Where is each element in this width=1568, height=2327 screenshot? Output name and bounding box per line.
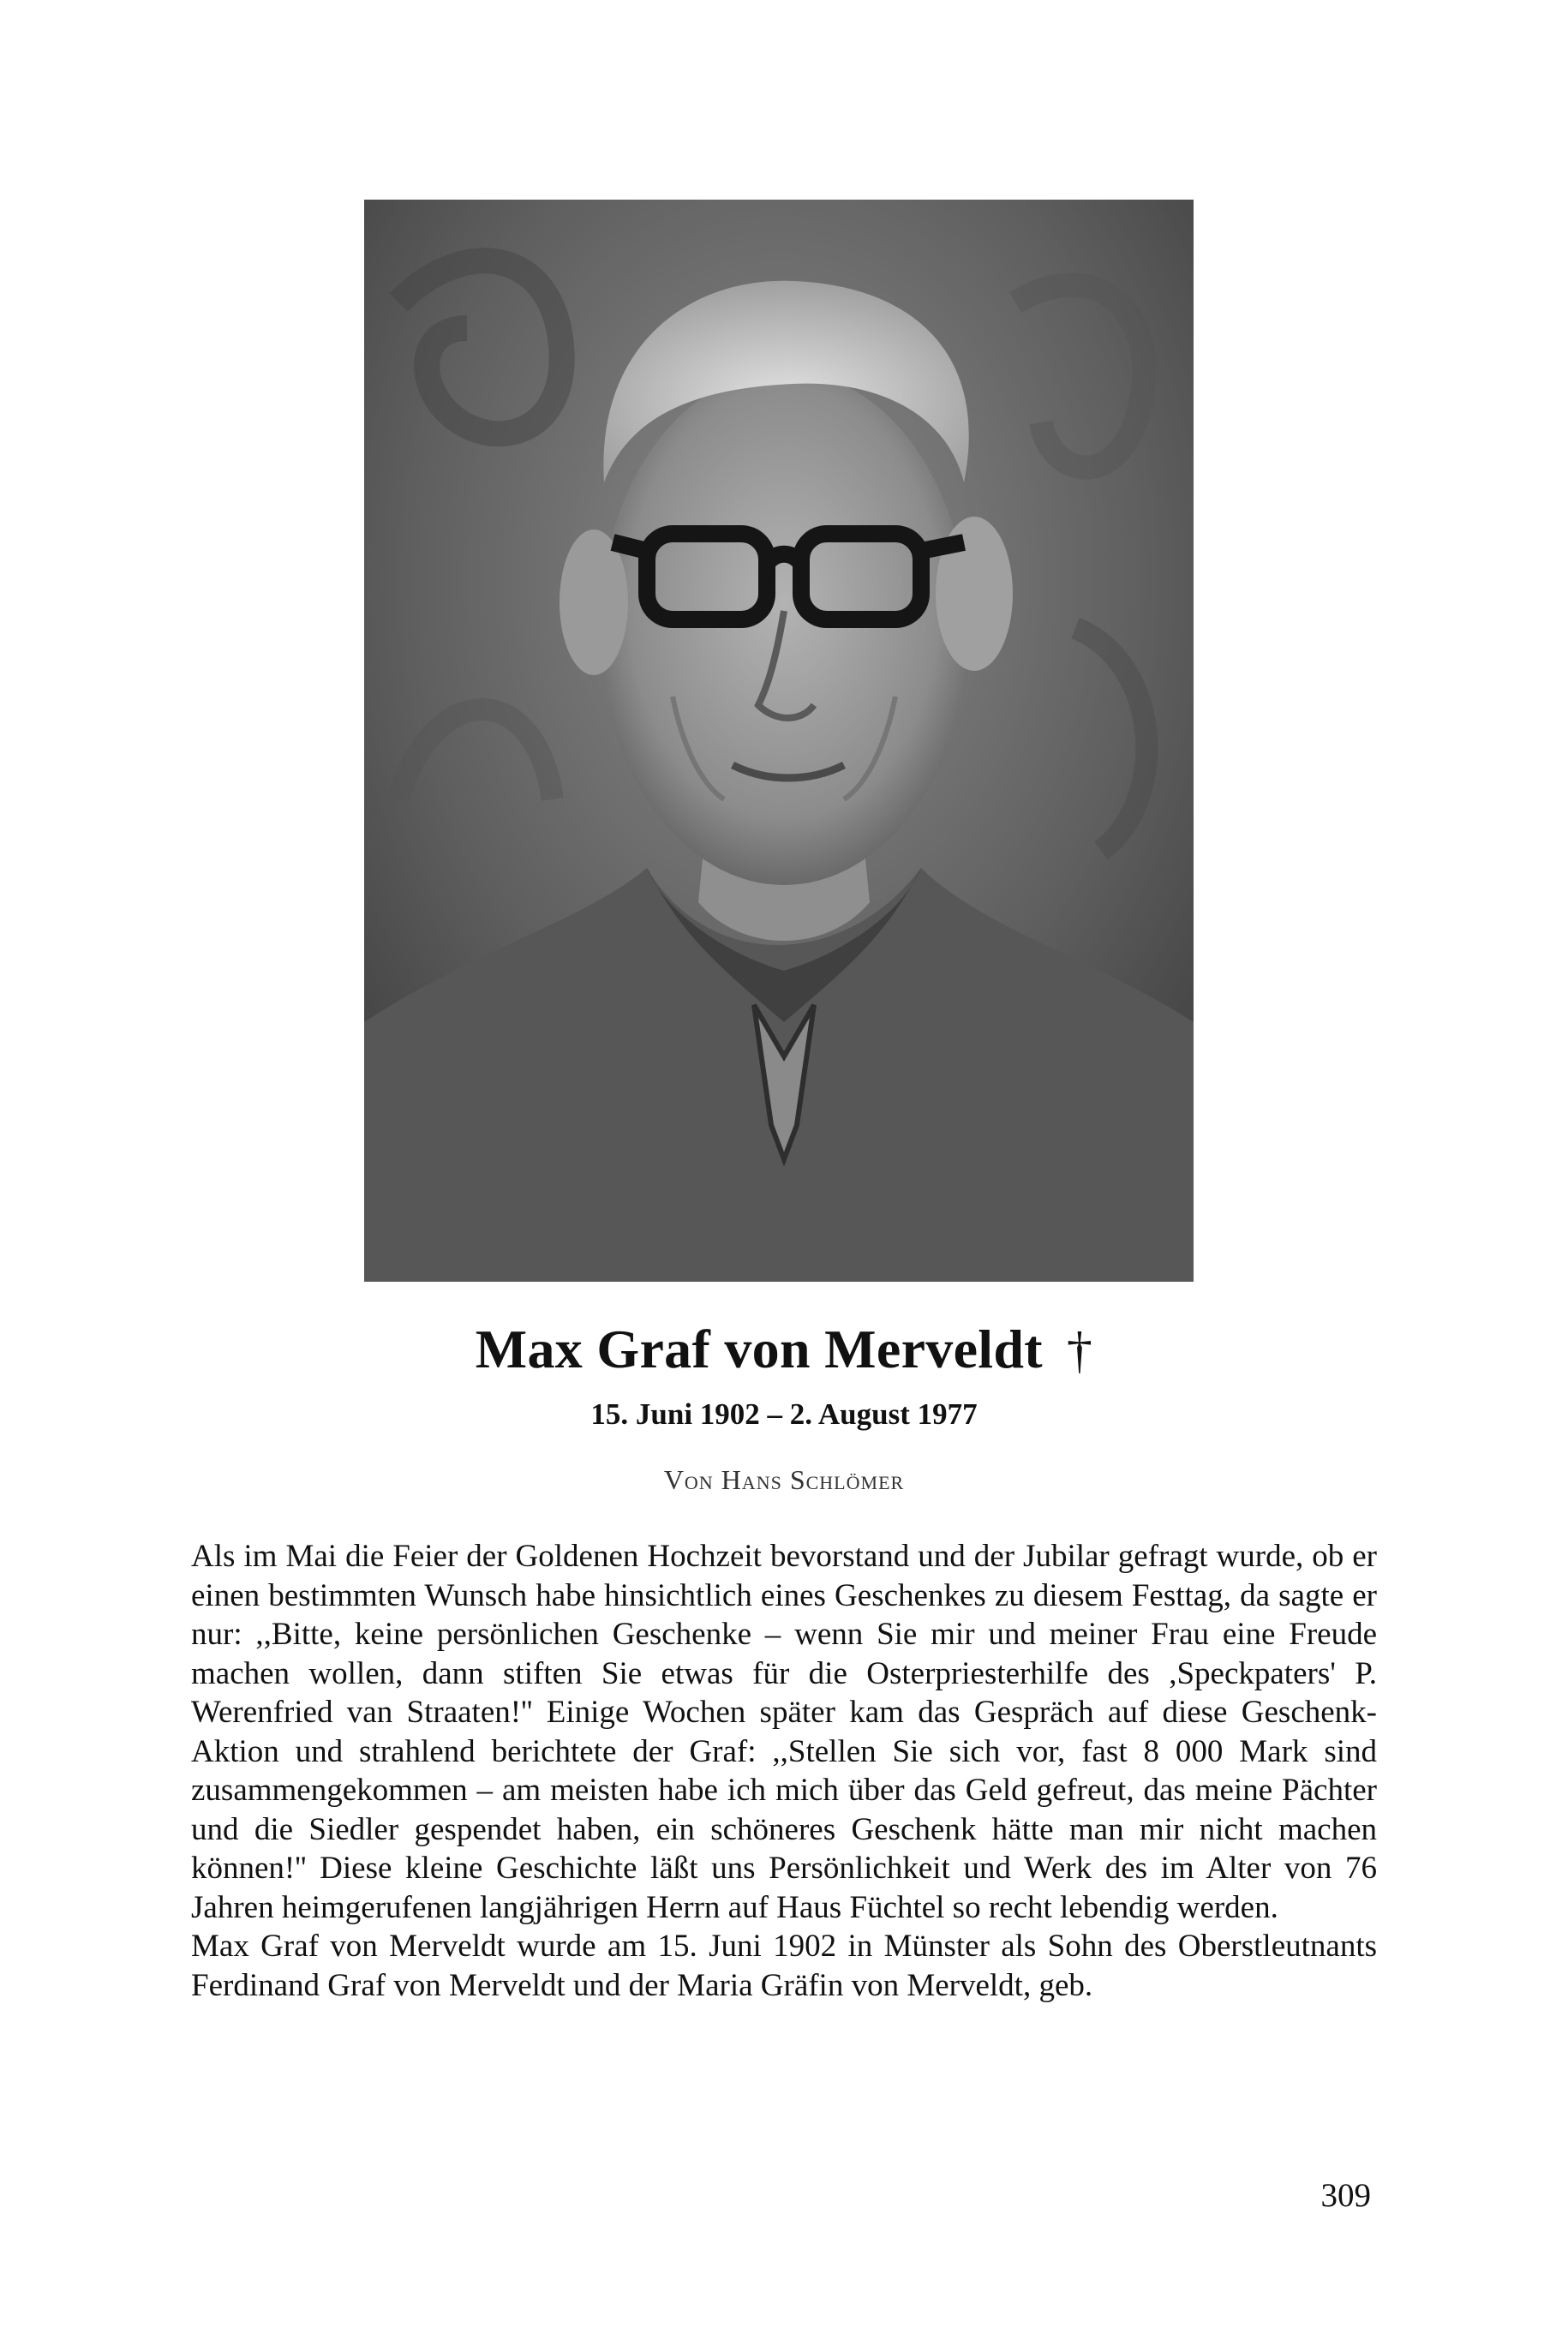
article-body — [191, 1537, 1377, 2005]
paragraph: Max Graf von Merveldt wurde am 15. Juni 1902 in Münster als Sohn des Oberstleutnants Ferdinand Graf von Merveldt und der Maria Gräfin von Merveldt, geb. — [191, 1929, 1377, 2003]
title-text: Max Graf von Merveldt — [475, 1319, 1043, 1379]
portrait-photo-icon — [364, 200, 1194, 1282]
article-title — [343, 1315, 1225, 1385]
author-byline: Von Hans Schlömer — [663, 1464, 905, 1495]
portrait-photo — [364, 200, 1194, 1282]
dagger-icon: † — [1066, 1322, 1093, 1379]
life-dates: 15. Juni 1902 – 2. August 1977 — [590, 1397, 978, 1431]
paragraph: Als im Mai die Feier der Goldenen Hochzeit bevorstand und der Jubilar gefragt wurde, ob er einen bestimmten Wunsch habe hinsichtlich eines Geschenkes zu diesem Festtag, da sagte er nur: ,,Bitte, keine persönlichen Geschenke – wenn Sie mir und meiner Frau eine Freude machen wollen, dann stiften Sie etwas für die Osterpriesterhilfe des ,Speckpaters' P. Werenfried van Straaten!'' Einige Wochen später kam das Gespräch auf diese Geschenk-Aktion und strahlend berichtete der Graf: ,,Stellen Sie sich vor, fast 8 000 Mark sind zusammengekommen – am meisten habe ich mich über das Geld gefreut, das meine Pächter und die Siedler gespendet haben, ein schöneres Geschenk hätte man mir nicht machen können!'' Diese kleine Geschichte läßt uns Persönlichkeit und Werk des im Alter von 76 Jahren heimgerufenen langjährigen Herrn auf Haus Füchtel so recht lebendig werden. — [191, 1539, 1377, 1925]
page-number: 309 — [1320, 2177, 1371, 2214]
